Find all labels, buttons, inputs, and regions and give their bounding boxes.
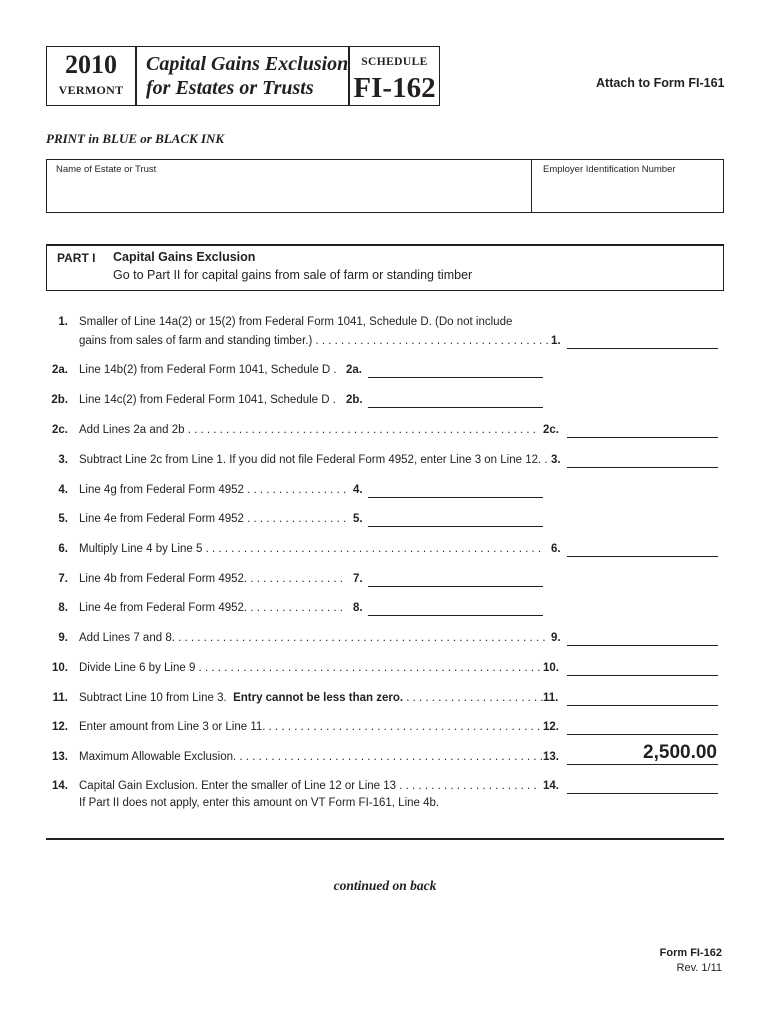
line-2c-amount-field[interactable] [567,437,718,438]
schedule-label: SCHEDULE [361,56,428,68]
line-number: 12. [52,721,68,733]
line-ref: 5. [353,513,363,525]
line-number: 1. [58,316,68,328]
header-divider [135,46,137,106]
estate-name-field[interactable] [50,178,528,210]
line-number: 9. [58,632,68,644]
attach-note: Attach to Form FI-161 [596,76,725,90]
line-2a-amount-field[interactable] [368,377,543,378]
line-number: 13. [52,751,68,763]
line-14-amount-field[interactable] [567,793,718,794]
section-divider [46,838,724,840]
schedule-number: FI-162 [353,72,436,104]
line-description: Add Lines 2a and 2b . . . . . . . . . . . . . . . . . . . . . . . . . . . . . . . . . . . . . . . . . . . . . . . . . . . . . . . [79,424,536,436]
line-description: Line 4e from Federal Form 4952. . . . . . . . . . . . . . . . [79,602,343,614]
line-11-warning: Entry cannot be less than zero. [233,692,404,704]
line-description: Subtract Line 2c from Line 1. If you did not file Federal Form 4952, enter Line 3 on Line 12. . [79,454,548,466]
line-ref: 2a. [346,364,362,376]
revision-date: Rev. 1/11 [676,962,722,974]
line-description: gains from sales of farm and standing timber.) . . . . . . . . . . . . . . . . . . . . . . . . . . . . . . . . . . . . . [79,335,549,347]
line-number: 14. [52,780,68,792]
line-8-amount-field[interactable] [368,615,543,616]
line-number: 8. [58,602,68,614]
part1-title: Capital Gains Exclusion [113,250,256,264]
line-number: 4. [58,484,68,496]
line-6-amount-field[interactable] [567,556,718,557]
line-2b-amount-field[interactable] [368,407,543,408]
line-12-amount-field[interactable] [567,734,718,735]
line-ref: 6. [551,543,561,555]
name-ein-divider [531,159,532,213]
max-exclusion-amount: 2,500.00 [643,742,717,763]
line-number: 2b. [51,394,68,406]
estate-name-label: Name of Estate or Trust [56,164,157,175]
line-description: Subtract Line 10 from Line 3. Entry cannot be less than zero. . . . . . . . . . . . . . . . . . . . . . . [79,692,544,704]
line-description: Multiply Line 4 by Line 5 . . . . . . . . . . . . . . . . . . . . . . . . . . . . . . . . . . . . . . . . . . . . . . . . . . . . . [79,543,542,555]
line-number: 11. [52,692,68,704]
line-description: Line 4b from Federal Form 4952. . . . . . . . . . . . . . . . [79,573,343,585]
line-ref: 3. [551,454,561,466]
line-description: Line 4g from Federal Form 4952 . . . . . . . . . . . . . . . . [79,484,347,496]
line-5-amount-field[interactable] [368,526,543,527]
ein-label: Employer Identification Number [543,164,676,175]
line-10-amount-field[interactable] [567,675,718,676]
line-ref: 1. [551,335,561,347]
form-title-line1: Capital Gains Exclusion [146,53,349,75]
line-number: 7. [58,573,68,585]
line-ref: 10. [543,662,559,674]
line-number: 3. [58,454,68,466]
line-9-amount-field[interactable] [567,645,718,646]
line-description: Line 14c(2) from Federal Form 1041, Schedule D . [79,394,336,406]
line-number: 2a. [52,364,68,376]
ink-instruction: PRINT in BLUE or BLACK INK [46,131,225,146]
line-13-amount-field [567,764,718,765]
form-id: Form FI-162 [659,947,722,959]
continued-note: continued on back [333,878,437,893]
line-4-amount-field[interactable] [368,497,543,498]
line-7-amount-field[interactable] [368,586,543,587]
state-name: VERMONT [58,83,124,97]
line-description: Maximum Allowable Exclusion. . . . . . . . . . . . . . . . . . . . . . . . . . . . . . . . . . . . . . . . . . . . . . . . . [79,751,543,763]
line-ref: 12. [543,721,559,733]
line-description: Add Lines 7 and 8. . . . . . . . . . . . . . . . . . . . . . . . . . . . . . . . . . . . . . . . . . . . . . . . . . . . . . . . . . . [79,632,546,644]
line-11-amount-field[interactable] [567,705,718,706]
line-ref: 14. [543,780,559,792]
form-title-line2: for Estates or Trusts [146,77,314,99]
line-ref: 4. [353,484,363,496]
line-number: 2c. [52,424,68,436]
line-number: 5. [58,513,68,525]
line-number: 6. [58,543,68,555]
line-description: Enter amount from Line 3 or Line 11. . . . . . . . . . . . . . . . . . . . . . . . . . . . . . . . . . . . . . . . . . . . [79,721,541,733]
line-description: Smaller of Line 14a(2) or 15(2) from Federal Form 1041, Schedule D. (Do not include [79,316,513,328]
line-description: Line 4e from Federal Form 4952 . . . . . . . . . . . . . . . . [79,513,347,525]
line-number: 10. [52,662,68,674]
part1-label: PART I [57,251,96,265]
line-3-amount-field[interactable] [567,467,718,468]
part1-subtitle: Go to Part II for capital gains from sale of farm or standing timber [113,268,473,282]
line-description: Capital Gain Exclusion. Enter the smaller of Line 12 or Line 13 . . . . . . . . . . . . . . . . . . . . . . [79,780,537,792]
line-ref: 13. [543,751,559,763]
tax-year: 2010 [65,50,117,79]
line-1-amount-field[interactable] [567,348,718,349]
line-ref: 2b. [346,394,363,406]
line-description: Line 14b(2) from Federal Form 1041, Schedule D . [79,364,337,376]
line-ref: 7. [353,573,363,585]
ein-field[interactable] [535,178,721,210]
line-description: If Part II does not apply, enter this amount on VT Form FI-161, Line 4b. [79,797,440,809]
line-ref: 8. [353,602,363,614]
line-ref: 2c. [543,424,559,436]
line-ref: 9. [551,632,561,644]
line-description: Divide Line 6 by Line 9 . . . . . . . . . . . . . . . . . . . . . . . . . . . . . . . . . . . . . . . . . . . . . . . . . . . . . . [79,662,541,674]
line-ref: 11. [543,692,559,704]
